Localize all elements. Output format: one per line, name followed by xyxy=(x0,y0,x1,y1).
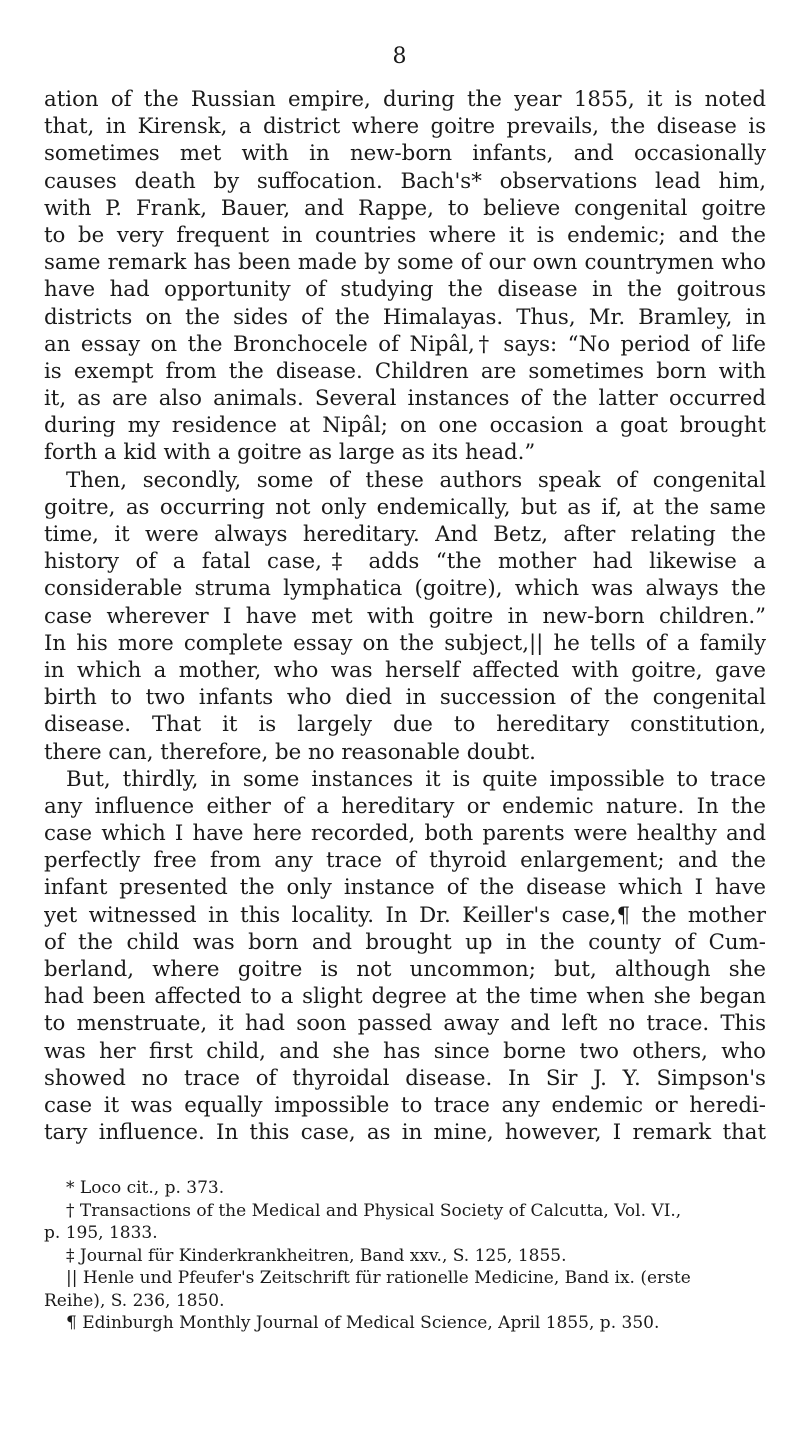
body-line: forth a kid with a goitre as large as its head.” xyxy=(44,440,536,466)
footnote-line: ‡ Journal für Kinderkrankheitren, Band xxv., S. 125, 1855. xyxy=(66,1245,567,1266)
body-line: ation of the Russian empire, during the year 1855, it is noted xyxy=(44,87,766,112)
body-line: yet witnessed in this locality. In Dr. Keiller's case,¶ the mother xyxy=(44,902,766,928)
footnote-line: Reihe), S. 236, 1850. xyxy=(44,1290,225,1311)
footnote-line: * Loco cit., p. 373. xyxy=(66,1178,225,1198)
body-line: time, it were always hereditary. And Betz, after relating the xyxy=(44,522,766,547)
body-line: to menstruate, it had soon passed away and left no trace. This xyxy=(44,1011,766,1037)
body-line: perfectly free from any trace of thyroid enlargement; and the xyxy=(44,848,766,874)
body-line: in which a mother, who was herself affected with goitre, gave xyxy=(44,657,766,683)
body-line: disease. That it is largely due to hereditary constitution, xyxy=(44,712,766,738)
body-line: with P. Frank, Bauer, and Rappe, to believe congenital goitre xyxy=(44,195,766,221)
body-line: had been affected to a slight degree at the time when she began xyxy=(44,984,766,1010)
body-line: case it was equally impossible to trace any endemic or heredi- xyxy=(44,1092,766,1118)
body-line: infant presented the only instance of the disease which I have xyxy=(44,875,766,901)
footnote-line: ¶ Edinburgh Monthly Journal of Medical Science, April 1855, p. 350. xyxy=(66,1313,660,1333)
footnote-line: p. 195, 1833. xyxy=(44,1223,158,1243)
body-line: But, thirdly, in some instances it is quite impossible to trace xyxy=(66,766,766,792)
body-line: tary influence. In this case, as in mine, however, I remark that xyxy=(44,1120,766,1146)
footnote-line: † Transactions of the Medical and Physical Society of Calcutta, Vol. VI., xyxy=(66,1200,682,1221)
body-line: same remark has been made by some of our own countrymen who xyxy=(44,250,766,276)
body-line: showed no trace of thyroidal disease. In Sir J. Y. Simpson's xyxy=(44,1065,766,1091)
body-line: goitre, as occurring not only endemically, but as if, at the same xyxy=(44,494,766,520)
body-line: districts on the sides of the Himalayas. Thus, Mr. Bramley, in xyxy=(44,304,766,330)
page-number: 8 xyxy=(392,44,408,69)
body-line: causes death by suffocation. Bach's* observations lead him, xyxy=(44,168,766,194)
body-line: any influence either of a hereditary or endemic nature. In the xyxy=(44,793,766,819)
body-line: case which I have here recorded, both parents were healthy and xyxy=(44,821,766,847)
body-line: sometimes met with in new-born infants, and occasionally xyxy=(44,141,766,167)
body-line: berland, where goitre is not uncommon; but, although she xyxy=(44,957,766,982)
body-line: is exempt from the disease. Children are sometimes born with xyxy=(44,358,766,384)
body-line: have had opportunity of studying the disease in the goitrous xyxy=(44,277,766,303)
body-text xyxy=(44,86,766,1146)
body-line: there can, therefore, be no reasonable doubt. xyxy=(44,739,536,765)
body-line: history of a fatal case,‡ adds “the mother had likewise a xyxy=(44,549,766,575)
body-line: considerable struma lymphatica (goitre), which was always the xyxy=(44,576,766,602)
body-line: of the child was born and brought up in the county of Cum- xyxy=(44,929,766,955)
body-line: birth to two infants who died in succession of the congenital xyxy=(44,685,766,711)
footnotes xyxy=(44,1177,766,1335)
body-line: it, as are also animals. Several instances of the latter occurred xyxy=(44,386,766,412)
body-line: case wherever I have met with goitre in new-born children.” xyxy=(44,603,766,629)
body-line: that, in Kirensk, a district where goitre prevails, the disease is xyxy=(44,114,766,140)
body-line: Then, secondly, some of these authors speak of congenital xyxy=(66,467,766,493)
body-line: was her first child, and she has since borne two others, who xyxy=(44,1038,766,1064)
body-line: to be very frequent in countries where it is endemic; and the xyxy=(44,222,766,248)
footnote-line: || Henle und Pfeufer's Zeitschrift für rationelle Medicine, Band ix. (erste xyxy=(66,1268,691,1288)
body-line: In his more complete essay on the subject,|| he tells of a family xyxy=(44,630,766,656)
body-line: an essay on the Bronchocele of Nipâl,† says: “No period of life xyxy=(44,331,766,357)
body-line: during my residence at Nipâl; on one occasion a goat brought xyxy=(44,413,766,439)
